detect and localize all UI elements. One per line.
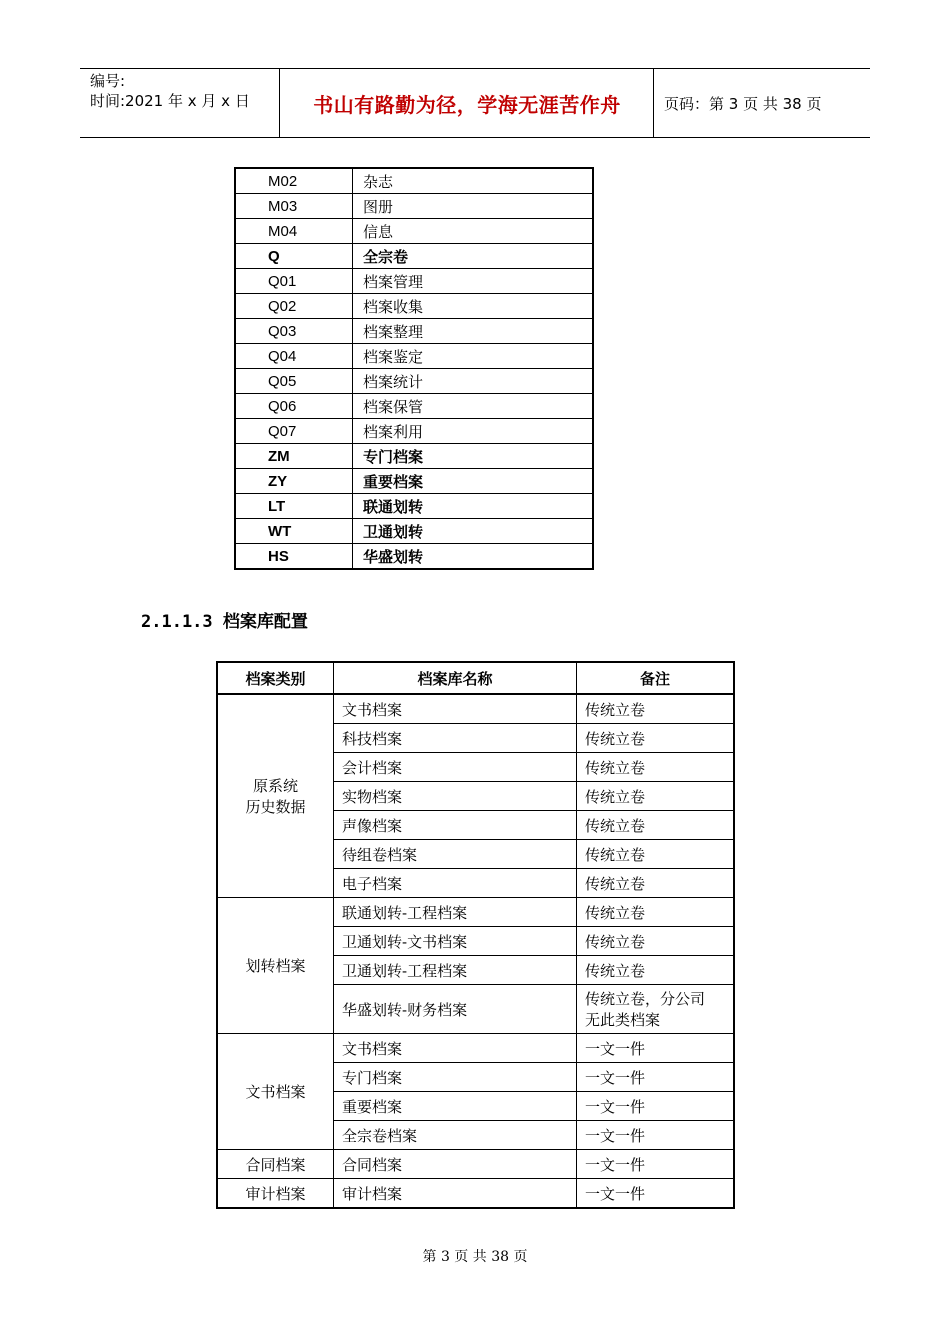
note-cell: 传统立卷 (577, 840, 735, 869)
header-motto: 书山有路勤为径，学海无涯苦作舟 (281, 69, 654, 137)
page-header (80, 68, 870, 138)
category-cell: 合同档案 (217, 1150, 334, 1179)
library-name-cell: 电子档案 (334, 869, 577, 898)
code-name-cell: 档案整理 (353, 319, 594, 344)
library-name-cell: 科技档案 (334, 724, 577, 753)
library-name-cell: 全宗卷档案 (334, 1121, 577, 1150)
library-name-cell: 专门档案 (334, 1063, 577, 1092)
library-name-cell: 联通划转-工程档案 (334, 898, 577, 927)
header-note: 备注 (577, 662, 735, 694)
code-cell: Q03 (235, 319, 353, 344)
code-name-cell: 联通划转 (353, 494, 594, 519)
note-cell: 传统立卷 (577, 694, 735, 724)
code-cell: Q01 (235, 269, 353, 294)
section-title: 2.1.1.3 档案库配置 (141, 612, 308, 632)
library-name-cell: 卫通划转-工程档案 (334, 956, 577, 985)
table-row (235, 269, 593, 294)
table-row (235, 519, 593, 544)
note-cell: 传统立卷 (577, 898, 735, 927)
note-cell: 一文一件 (577, 1150, 735, 1179)
table-header-row (217, 662, 734, 694)
note-cell: 传统立卷 (577, 724, 735, 753)
category-cell: 划转档案 (217, 898, 334, 1034)
code-cell: Q04 (235, 344, 353, 369)
note-cell: 一文一件 (577, 1063, 735, 1092)
code-cell: Q02 (235, 294, 353, 319)
table-row (235, 194, 593, 219)
code-name-cell: 档案保管 (353, 394, 594, 419)
note-cell: 传统立卷 (577, 811, 735, 840)
code-cell: ZM (235, 444, 353, 469)
note-cell: 一文一件 (577, 1092, 735, 1121)
code-cell: HS (235, 544, 353, 570)
table-row (235, 344, 593, 369)
code-name-cell: 华盛划转 (353, 544, 594, 570)
table-row (235, 394, 593, 419)
category-cell: 审计档案 (217, 1179, 334, 1209)
library-name-cell: 卫通划转-文书档案 (334, 927, 577, 956)
table-row (235, 419, 593, 444)
code-table (234, 167, 594, 570)
code-cell: WT (235, 519, 353, 544)
library-name-cell: 会计档案 (334, 753, 577, 782)
code-cell: Q06 (235, 394, 353, 419)
code-cell: Q05 (235, 369, 353, 394)
note-cell: 传统立卷 (577, 956, 735, 985)
table-row (217, 694, 734, 724)
code-cell: M02 (235, 168, 353, 194)
library-name-cell: 审计档案 (334, 1179, 577, 1209)
library-name-cell: 声像档案 (334, 811, 577, 840)
note-cell: 传统立卷 (577, 869, 735, 898)
archive-config-table (216, 661, 735, 1209)
code-name-cell: 全宗卷 (353, 244, 594, 269)
code-name-cell: 档案统计 (353, 369, 594, 394)
table-row (217, 1179, 734, 1209)
code-name-cell: 档案利用 (353, 419, 594, 444)
table-row (217, 898, 734, 927)
note-cell: 传统立卷 (577, 782, 735, 811)
time-label: 时间:2021 年 x 月 x 日 (90, 92, 250, 110)
table-row (235, 444, 593, 469)
number-label: 编号: (90, 72, 126, 90)
header-category: 档案类别 (217, 662, 334, 694)
note-cell: 一文一件 (577, 1179, 735, 1209)
code-cell: LT (235, 494, 353, 519)
code-name-cell: 图册 (353, 194, 594, 219)
category-cell: 文书档案 (217, 1034, 334, 1150)
table-row (217, 1150, 734, 1179)
table-row (235, 294, 593, 319)
header-page-info: 页码：第 3 页 共 38 页 (664, 94, 822, 113)
code-name-cell: 专门档案 (353, 444, 594, 469)
code-cell: M04 (235, 219, 353, 244)
library-name-cell: 文书档案 (334, 694, 577, 724)
library-name-cell: 重要档案 (334, 1092, 577, 1121)
code-cell: ZY (235, 469, 353, 494)
category-cell: 原系统 历史数据 (217, 694, 334, 898)
library-name-cell: 待组卷档案 (334, 840, 577, 869)
table-row (235, 494, 593, 519)
library-name-cell: 实物档案 (334, 782, 577, 811)
table-row (235, 544, 593, 570)
note-cell: 一文一件 (577, 1034, 735, 1063)
code-name-cell: 卫通划转 (353, 519, 594, 544)
code-name-cell: 档案管理 (353, 269, 594, 294)
library-name-cell: 华盛划转-财务档案 (334, 985, 577, 1034)
library-name-cell: 文书档案 (334, 1034, 577, 1063)
code-cell: M03 (235, 194, 353, 219)
table-row (235, 369, 593, 394)
table-row (235, 219, 593, 244)
note-cell: 传统立卷 (577, 927, 735, 956)
library-name-cell: 合同档案 (334, 1150, 577, 1179)
table-row (217, 1034, 734, 1063)
table-row (235, 244, 593, 269)
note-cell: 传统立卷，分公司 无此类档案 (577, 985, 735, 1034)
header-meta (80, 69, 280, 137)
code-name-cell: 重要档案 (353, 469, 594, 494)
code-cell: Q07 (235, 419, 353, 444)
code-cell: Q (235, 244, 353, 269)
table-row (235, 168, 593, 194)
code-name-cell: 档案鉴定 (353, 344, 594, 369)
note-cell: 一文一件 (577, 1121, 735, 1150)
note-cell: 传统立卷 (577, 753, 735, 782)
code-name-cell: 信息 (353, 219, 594, 244)
header-library-name: 档案库名称 (334, 662, 577, 694)
table-row (235, 469, 593, 494)
code-name-cell: 杂志 (353, 168, 594, 194)
page-footer: 第 3 页 共 38 页 (422, 1249, 528, 1265)
code-name-cell: 档案收集 (353, 294, 594, 319)
table-row (235, 319, 593, 344)
